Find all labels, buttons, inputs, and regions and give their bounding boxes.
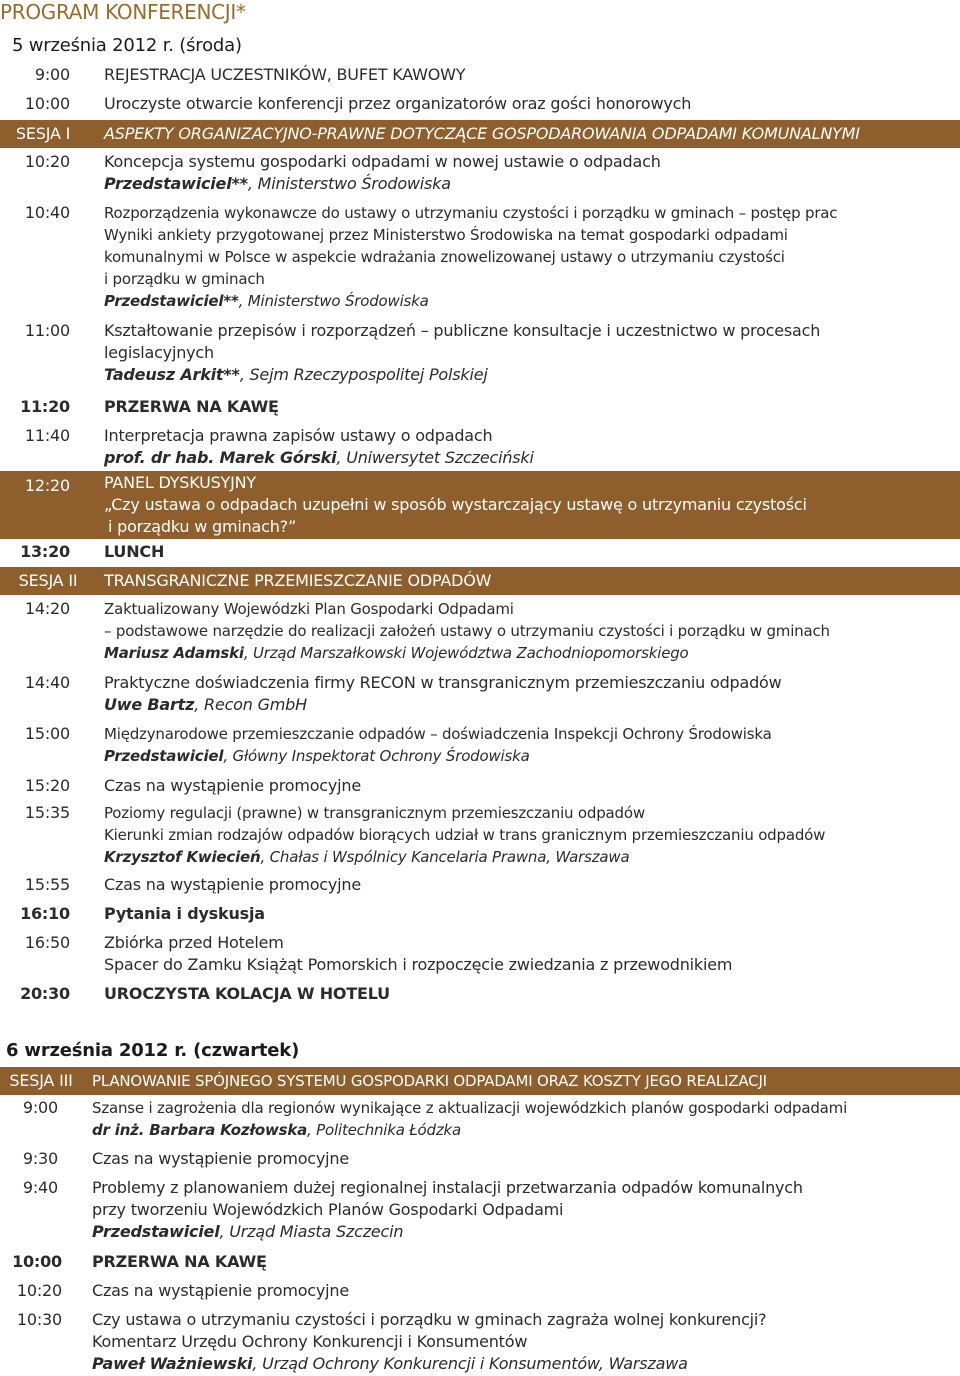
item-time: 11:00 (24, 321, 70, 340)
item-content (104, 320, 820, 386)
item-line: i porządku w gminach (104, 270, 265, 288)
item-line: Problemy z planowaniem dużej regionalnej instalacji przetwarzania odpadów komunalnych (92, 1178, 803, 1197)
item-title: LUNCH (104, 542, 165, 561)
item-title: PRZERWA NA KAWĘ (92, 1252, 267, 1271)
item-line: Zbiórka przed Hotelem (104, 933, 284, 952)
item-line: Zaktualizowany Wojewódzki Plan Gospodarki Odpadami (104, 600, 514, 618)
speaker-affiliation: , Urząd Marszałkowski Województwa Zachodniopomorskiego (243, 644, 689, 662)
item-time: 10:00 (24, 94, 70, 113)
speaker-name: Krzysztof Kwiecień (104, 848, 261, 866)
day1-header: 5 września 2012 r. (środa) (12, 35, 242, 56)
item-time: 15:20 (24, 776, 70, 795)
panel-label: PANEL DYSKUSYJNY (104, 473, 256, 492)
item-time: 10:20 (16, 1281, 62, 1300)
item-time: 14:20 (24, 599, 70, 618)
speaker-name: prof. dr hab. Marek Górski (104, 448, 337, 467)
program-title: PROGRAM KONFERENCJI* (0, 0, 246, 24)
speaker-affiliation: , Chałas i Wspólnicy Kancelaria Prawna, Warszawa (260, 848, 630, 866)
speaker (92, 1119, 847, 1141)
speaker-affiliation: , Urząd Miasta Szczecin (219, 1222, 404, 1241)
speaker-affiliation: , Politechnika Łódzka (307, 1121, 462, 1139)
speaker-name: Paweł Ważniewski (92, 1354, 253, 1373)
session-label: SESJA I (15, 124, 71, 143)
speaker (104, 364, 820, 386)
item-time: 15:00 (24, 724, 70, 743)
item-time: 10:00 (12, 1252, 62, 1271)
item-content (104, 151, 661, 195)
item-title: Czas na wystąpienie promocyjne (104, 776, 362, 795)
session-title: PLANOWANIE SPÓJNEGO SYSTEMU GOSPODARKI ODPADAMI ORAZ KOSZTY JEGO REALIZACJI (92, 1072, 767, 1090)
item-time: 11:20 (20, 397, 70, 416)
day2-header: 6 września 2012 r. (czwartek) (6, 1040, 300, 1061)
item-time: 15:35 (24, 803, 70, 822)
item-line: Kształtowanie przepisów i rozporządzeń – publiczne konsultacje i uczestnictwo w procesach (104, 321, 821, 340)
item-content (104, 932, 732, 976)
item-title: Czas na wystąpienie promocyjne (104, 875, 362, 894)
session-label: SESJA III (9, 1071, 73, 1090)
item-content (104, 672, 782, 716)
item-content (104, 723, 772, 767)
item-title: Czas na wystąpienie promocyjne (92, 1281, 350, 1300)
speaker-affiliation: , Uniwersytet Szczeciński (336, 448, 534, 467)
item-title: REJESTRACJA UCZESTNIKÓW, BUFET KAWOWY (104, 65, 466, 84)
speaker-affiliation: , Ministerstwo Środowiska (247, 174, 451, 193)
item-time: 10:20 (24, 152, 70, 171)
item-content (92, 1097, 847, 1141)
speaker (104, 694, 782, 716)
item-time: 9:30 (22, 1149, 58, 1168)
item-title: Pytania i dyskusja (104, 904, 265, 923)
item-line: Poziomy regulacji (prawne) w transgranicznym przemieszczaniu odpadów (104, 804, 645, 822)
item-content (104, 425, 534, 469)
panel-question: „Czy ustawa o odpadach uzupełni w sposób wystarczający ustawę o utrzymaniu czystości (104, 495, 807, 514)
item-line: Czy ustawa o utrzymaniu czystości i porządku w gminach zagraża wolnej konkurencji? (92, 1310, 767, 1329)
speaker (104, 173, 661, 195)
panel-discussion-block (0, 471, 960, 539)
speaker (104, 642, 830, 664)
speaker-name: Przedstawiciel** (104, 292, 239, 310)
session-title: ASPEKTY ORGANIZACYJNO-PRAWNE DOTYCZĄCE GOSPODAROWANIA ODPADAMI KOMUNALNYMI (104, 124, 860, 143)
item-line: Wyniki ankiety przygotowanej przez Ministerstwo Środowiska na temat gospodarki odpadami (104, 226, 788, 244)
speaker (104, 745, 772, 767)
item-title: UROCZYSTA KOLACJA W HOTELU (104, 984, 390, 1003)
item-line: legislacyjnych (104, 343, 214, 362)
item-time: 16:50 (24, 933, 70, 952)
panel-question: i porządku w gminach?” (108, 517, 297, 536)
item-content (104, 472, 807, 538)
item-content (104, 802, 825, 868)
session-1-bar (0, 120, 960, 148)
speaker-name: dr inż. Barbara Kozłowska (92, 1121, 308, 1139)
item-line: Spacer do Zamku Książąt Pomorskich i rozpoczęcie zwiedzania z przewodnikiem (104, 955, 733, 974)
item-title: Szanse i zagrożenia dla regionów wynikające z aktualizacji wojewódzkich planów gospodarki odpadami (92, 1099, 848, 1117)
item-content (92, 1309, 766, 1375)
item-time: 12:20 (24, 476, 70, 495)
item-time: 10:30 (16, 1310, 62, 1329)
item-title: Międzynarodowe przemieszczanie odpadów – doświadczenia Inspekcji Ochrony Środowiska (104, 725, 772, 743)
item-time: 10:40 (24, 203, 70, 222)
item-title: Uroczyste otwarcie konferencji przez organizatorów oraz gości honorowych (104, 94, 692, 113)
speaker-name: Tadeusz Arkit** (104, 365, 240, 384)
item-title: Koncepcja systemu gospodarki odpadami w nowej ustawie o odpadach (104, 152, 661, 171)
item-time: 13:20 (20, 542, 70, 561)
speaker (104, 447, 534, 469)
item-time: 9:00 (22, 1098, 58, 1117)
speaker-affiliation: , Urząd Ochrony Konkurencji i Konsumentów, Warszawa (252, 1354, 688, 1373)
item-time: 11:40 (24, 426, 70, 445)
item-time: 9:00 (34, 65, 70, 84)
session-label: SESJA II (18, 571, 78, 590)
item-content (104, 202, 837, 312)
speaker (104, 846, 825, 868)
item-title: Interpretacja prawna zapisów ustawy o odpadach (104, 426, 493, 445)
item-time: 20:30 (20, 984, 70, 1003)
speaker-name: Mariusz Adamski (104, 644, 244, 662)
speaker-affiliation: , Recon GmbH (194, 695, 307, 714)
item-title: Czas na wystąpienie promocyjne (92, 1149, 350, 1168)
item-line: – podstawowe narzędzie do realizacji założeń ustawy o utrzymaniu czystości i porządku w gminach (104, 622, 830, 640)
speaker-affiliation: , Ministerstwo Środowiska (238, 292, 429, 310)
agenda-item-opening (0, 93, 960, 117)
session-2-bar (0, 567, 960, 595)
item-line: Rozporządzenia wykonawcze do ustawy o utrzymaniu czystości i porządku w gminach – postęp prac (104, 204, 838, 222)
session-3-bar (0, 1067, 960, 1095)
speaker-affiliation: , Sejm Rzeczypospolitej Polskiej (239, 365, 488, 384)
session-title: TRANSGRANICZNE PRZEMIESZCZANIE ODPADÓW (104, 571, 492, 590)
speaker-name: Przedstawiciel (92, 1222, 220, 1241)
item-line: przy tworzeniu Wojewódzkich Planów Gospodarki Odpadami (92, 1200, 564, 1219)
item-content (92, 1177, 803, 1243)
speaker-name: Uwe Bartz (104, 695, 195, 714)
item-line: Kierunki zmian rodzajów odpadów biorących udział w trans granicznym przemieszczaniu odpadów (104, 826, 826, 844)
item-time: 16:10 (20, 904, 70, 923)
speaker-name: Przedstawiciel** (104, 174, 248, 193)
item-content (104, 598, 830, 664)
speaker-name: Przedstawiciel (104, 747, 224, 765)
item-title: PRZERWA NA KAWĘ (104, 397, 279, 416)
speaker (92, 1353, 766, 1375)
item-time: 15:55 (24, 875, 70, 894)
item-title: Praktyczne doświadczenia firmy RECON w transgranicznym przemieszczaniu odpadów (104, 673, 782, 692)
speaker (104, 290, 837, 312)
speaker-affiliation: , Główny Inspektorat Ochrony Środowiska (223, 747, 530, 765)
item-time: 14:40 (24, 673, 70, 692)
speaker (92, 1221, 803, 1243)
agenda-item-registration (0, 64, 960, 88)
item-line: komunalnymi w Polsce w aspekcie wdrażania znowelizowanej ustawy o utrzymaniu czystości (104, 248, 785, 266)
item-line: Komentarz Urzędu Ochrony Konkurencji i Konsumentów (92, 1332, 528, 1351)
item-time: 9:40 (22, 1178, 58, 1197)
